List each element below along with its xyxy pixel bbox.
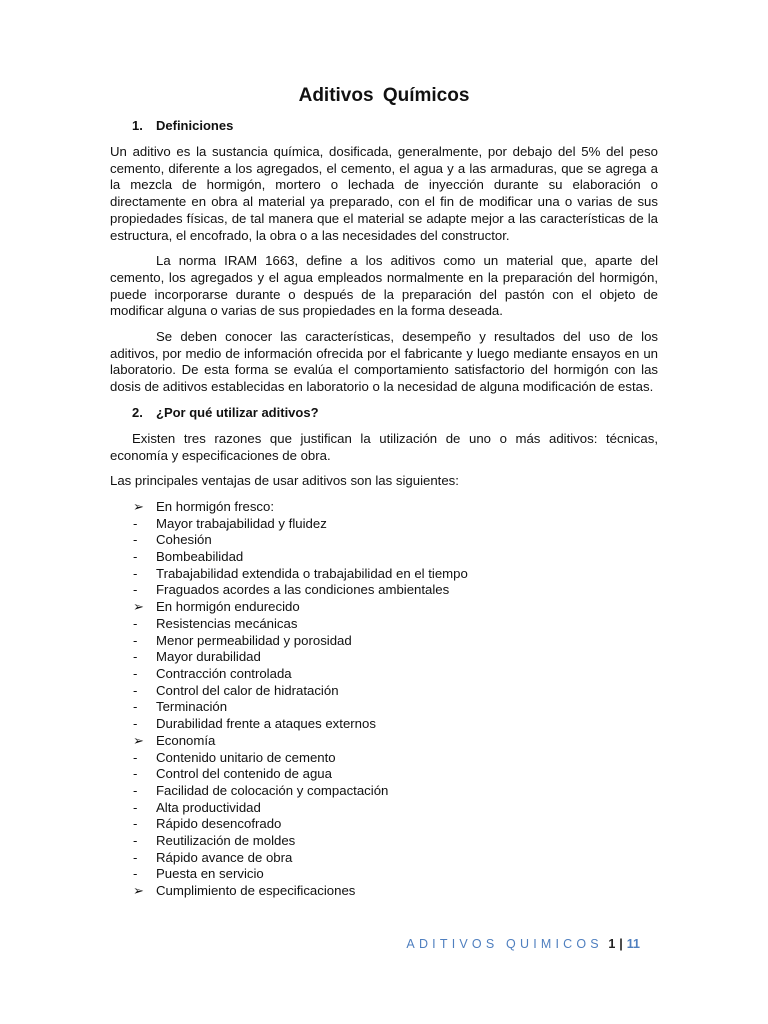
list-item — [110, 866, 658, 883]
dash-bullet: - — [133, 582, 138, 598]
list-item-text: Mayor trabajabilidad y fluidez — [156, 515, 327, 531]
section-heading-por-que — [110, 405, 658, 421]
list-group-heading — [110, 733, 658, 750]
section-heading-text: Definiciones — [156, 118, 234, 133]
list-item — [110, 633, 658, 650]
list-item — [110, 783, 658, 800]
list-item — [110, 716, 658, 733]
dash-bullet: - — [133, 766, 138, 782]
arrow-bullet-icon: ➢ — [133, 599, 145, 615]
paragraph-definition: Un aditivo es la sustancia química, dosificada, generalmente, por debajo del 5% del peso cemento, diferente a los agregados, el cemento, el agua y a las armaduras, que se agrega a la mezcla de hormigón, mortero o lechada de inyección durante su elaboración o directamente en obra al material ya preparado, con el fin de modificar una o varias de sus propiedades físicas, de tal manera que el material se adapte mejor a las características de la estructura, el encofrado, la obra o a las necesidades del constructor. — [110, 144, 658, 243]
list-item-text: Contenido unitario de cemento — [156, 749, 336, 765]
list-item-text: Reutilización de moldes — [156, 833, 296, 849]
list-item-text: En hormigón fresco: — [156, 498, 275, 514]
dash-bullet: - — [133, 866, 138, 882]
arrow-bullet-icon: ➢ — [133, 883, 145, 899]
footer-total-pages: 11 — [626, 937, 640, 951]
dash-bullet: - — [133, 699, 138, 715]
dash-bullet: - — [133, 849, 138, 865]
list-item — [110, 699, 658, 716]
list-group-heading — [110, 499, 658, 516]
dash-bullet: - — [133, 749, 138, 765]
dash-bullet: - — [133, 782, 138, 798]
list-item-text: Rápido avance de obra — [156, 849, 293, 865]
page-footer — [0, 936, 640, 952]
list-item-text: Contracción controlada — [156, 665, 292, 681]
list-item-text: Control del calor de hidratación — [156, 682, 339, 698]
section-number: 1. — [132, 118, 143, 133]
list-item-text: Durabilidad frente a ataques externos — [156, 716, 376, 732]
dash-bullet: - — [133, 833, 138, 849]
page-content — [110, 84, 658, 900]
dash-bullet: - — [133, 532, 138, 548]
dash-bullet: - — [133, 665, 138, 681]
list-item-text: Puesta en servicio — [156, 866, 264, 882]
list-item-text: Menor permeabilidad y porosidad — [156, 632, 352, 648]
arrow-bullet-icon: ➢ — [133, 732, 145, 748]
footer-separator: | — [619, 937, 623, 951]
dash-bullet: - — [133, 515, 138, 531]
footer-doc-title: ADITIVOS QUIMICOS — [406, 937, 603, 951]
dash-bullet: - — [133, 682, 138, 698]
list-item-text: Economía — [156, 732, 216, 748]
list-group-heading — [110, 883, 658, 900]
list-item — [110, 649, 658, 666]
list-item — [110, 850, 658, 867]
list-item-text: Terminación — [156, 699, 228, 715]
paragraph-evaluation: Se deben conocer las características, desempeño y resultados del uso de los aditivos, por medio de información ofrecida por el fabricante y luego mediante ensayos en un laboratorio. De esta forma se evalúa el comportamiento satisfactorio del hormigón con las dosis de aditivos establecidas en laboratorio o la necesidad de alguna modificación de estas. — [110, 329, 658, 395]
list-item-text: Trabajabilidad extendida o trabajabilidad en el tiempo — [156, 565, 468, 581]
paragraph-advantages-intro: Las principales ventajas de usar aditivos son las siguientes: — [110, 473, 459, 489]
dash-bullet: - — [133, 632, 138, 648]
paragraph-iram-norm: La norma IRAM 1663, define a los aditivos como un material que, aparte del cemento, los agregados y el agua empleados normalmente en la preparación del hormigón, puede incorporarse durante o después de la preparación del pastón con el objeto de modificar alguna o varias de sus propiedades en la forma deseada. — [110, 253, 658, 319]
list-item-text: En hormigón endurecido — [156, 599, 300, 615]
list-group-heading — [110, 599, 658, 616]
list-item — [110, 683, 658, 700]
paragraph-reasons: Existen tres razones que justifican la utilización de uno o más aditivos: técnicas, economía y especificaciones de obra. — [110, 430, 658, 463]
dash-bullet: - — [133, 615, 138, 631]
list-item — [110, 816, 658, 833]
list-item — [110, 532, 658, 549]
document-title: Aditivos Químicos — [298, 85, 470, 106]
arrow-bullet-icon: ➢ — [133, 498, 145, 514]
dash-bullet: - — [133, 816, 138, 832]
list-item-text: Rápido desencofrado — [156, 816, 282, 832]
list-item — [110, 766, 658, 783]
footer-page-number: 1 — [608, 937, 616, 951]
list-item — [110, 833, 658, 850]
list-item — [110, 800, 658, 817]
list-item — [110, 516, 658, 533]
list-item-text: Bombeabilidad — [156, 549, 244, 565]
list-item-text: Control del contenido de agua — [156, 766, 332, 782]
section-number: 2. — [132, 404, 143, 420]
list-item — [110, 549, 658, 566]
dash-bullet: - — [133, 799, 138, 815]
dash-bullet: - — [133, 649, 138, 665]
dash-bullet: - — [133, 565, 138, 581]
list-item-text: Fraguados acordes a las condiciones ambientales — [156, 582, 450, 598]
list-item-text: Cohesión — [156, 532, 212, 548]
section-heading-definiciones — [110, 118, 658, 134]
list-item — [110, 666, 658, 683]
dash-bullet: - — [133, 716, 138, 732]
list-item — [110, 616, 658, 633]
advantages-list — [110, 499, 658, 900]
list-item-text: Mayor durabilidad — [156, 649, 261, 665]
list-item-text: Facilidad de colocación y compactación — [156, 782, 389, 798]
section-heading-text: ¿Por qué utilizar aditivos? — [156, 404, 319, 420]
list-item — [110, 566, 658, 583]
dash-bullet: - — [133, 549, 138, 565]
list-item — [110, 750, 658, 767]
list-item-text: Resistencias mecánicas — [156, 615, 298, 631]
list-item-text: Cumplimiento de especificaciones — [156, 883, 356, 899]
list-item — [110, 582, 658, 599]
list-item-text: Alta productividad — [156, 799, 261, 815]
